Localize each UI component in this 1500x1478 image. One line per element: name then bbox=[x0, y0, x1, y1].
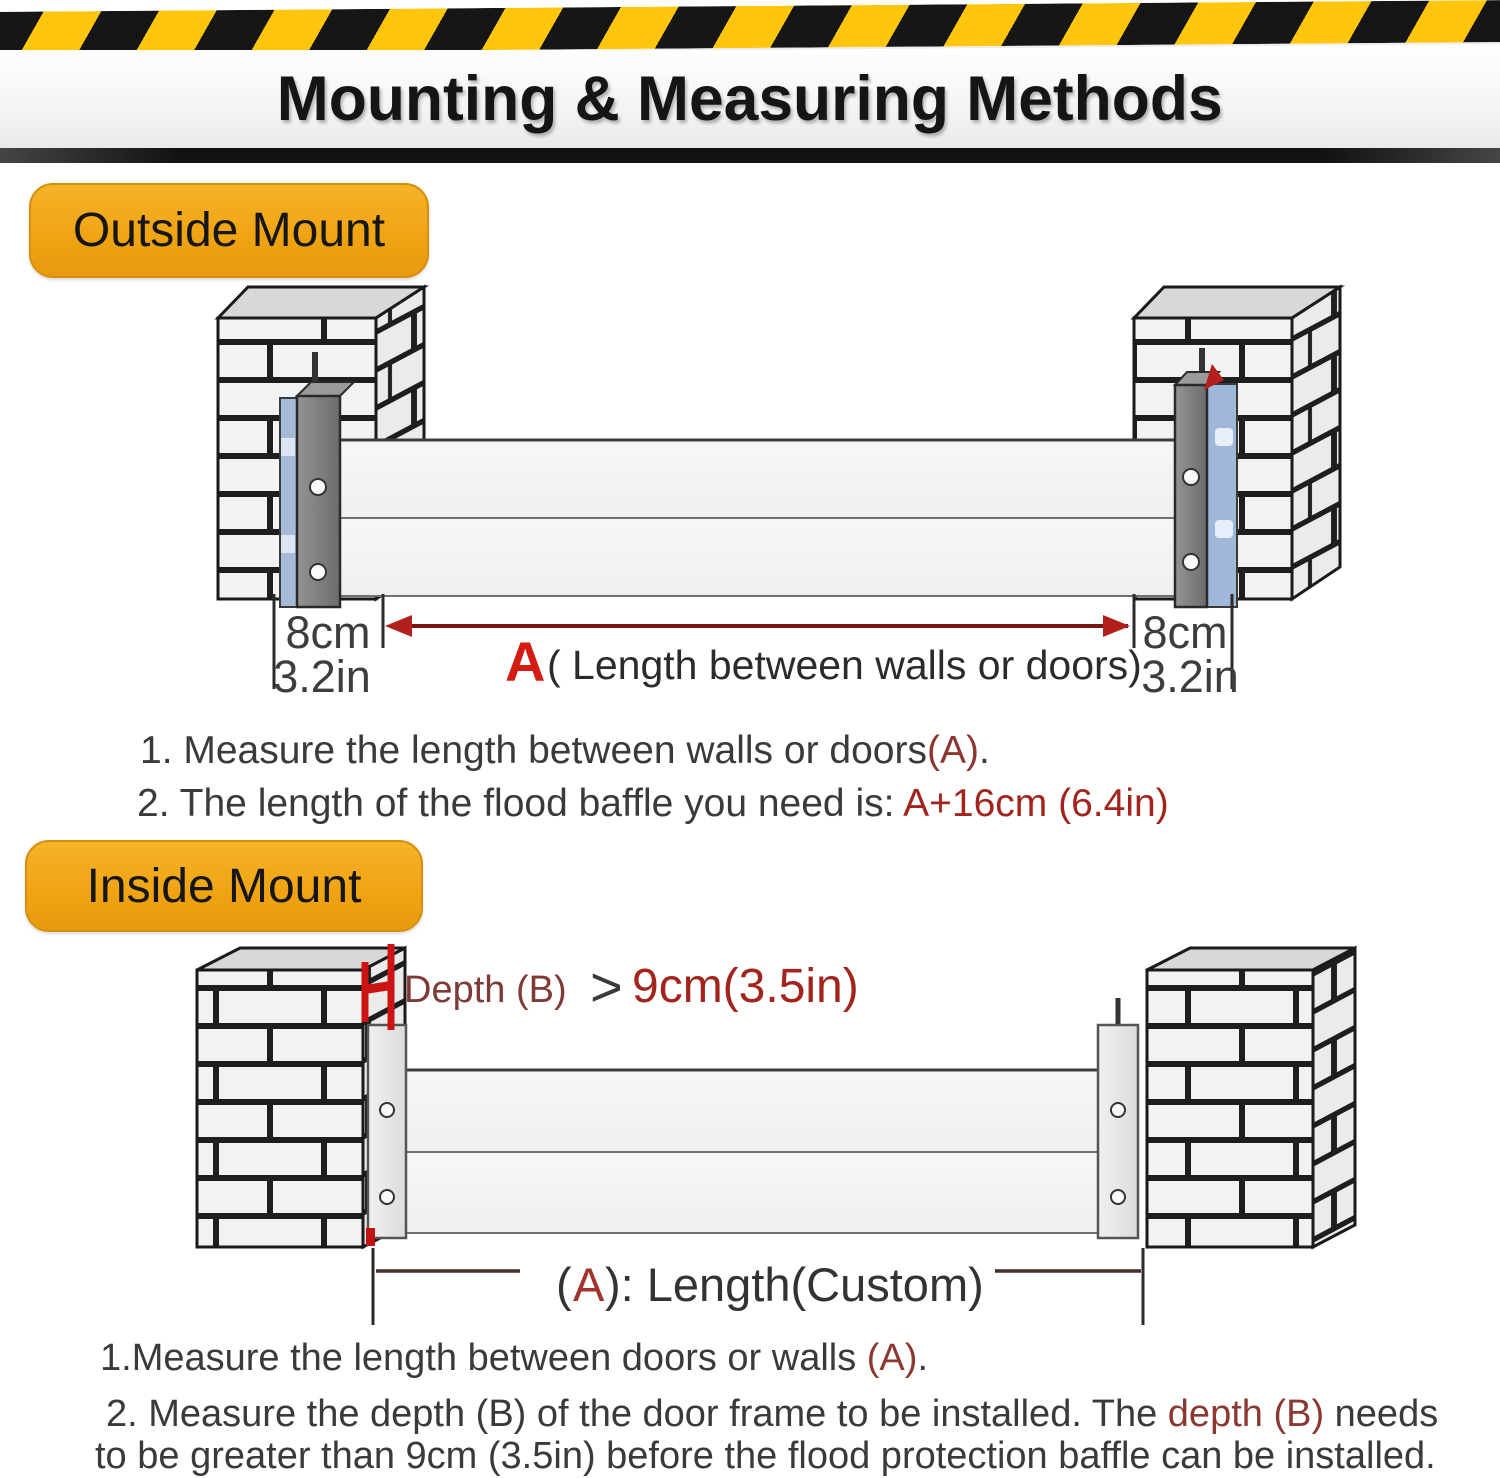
screw-hole bbox=[1111, 1103, 1125, 1117]
dim-right-cm: 8cm bbox=[1142, 607, 1228, 658]
step-text: 1. Measure the length between walls or doors bbox=[140, 729, 927, 772]
title-band bbox=[0, 50, 1500, 148]
pillar-front-face bbox=[1147, 970, 1313, 1247]
inside-mount-label-text: Inside Mount bbox=[86, 859, 362, 913]
outside-step-1 bbox=[140, 730, 990, 773]
barrier-plank-bottom bbox=[406, 1152, 1100, 1233]
dim-left-in: 3.2in bbox=[273, 651, 371, 700]
depth-label: Depth (B) bbox=[404, 969, 567, 1011]
step-text: 1.Measure the length between doors or walls bbox=[100, 1337, 867, 1379]
step-text: . bbox=[978, 729, 990, 772]
length-open-paren: ( bbox=[556, 1258, 572, 1311]
barrier-plank-bottom bbox=[340, 518, 1175, 596]
outside-dimensions bbox=[273, 594, 1239, 700]
screw-hole bbox=[1183, 469, 1199, 485]
channel-body bbox=[368, 1025, 406, 1238]
seal-mark bbox=[281, 438, 295, 456]
pillar-front-face bbox=[197, 970, 363, 1247]
step-text: needs bbox=[1324, 1393, 1439, 1435]
bracket-body bbox=[1175, 385, 1207, 607]
inside-mount-label bbox=[25, 840, 423, 932]
inside-step-2-line-2 bbox=[95, 1436, 1436, 1478]
step-accent: (A) bbox=[866, 1337, 918, 1379]
seal-mark bbox=[1215, 520, 1233, 538]
inside-mount-diagram bbox=[0, 935, 1500, 1335]
seal-mark bbox=[281, 535, 295, 553]
screw-hole bbox=[380, 1103, 394, 1117]
barrier-plank-top bbox=[406, 1070, 1100, 1152]
pillar-side-face bbox=[1292, 287, 1340, 599]
step-accent: (A) bbox=[926, 729, 979, 772]
caution-stripe-band bbox=[0, 0, 1500, 56]
barrier-plank-top bbox=[340, 440, 1175, 518]
step-text: to be greater than 9cm (3.5in) before the flood protection baffle can be installed. bbox=[95, 1435, 1436, 1477]
outside-step-2 bbox=[137, 783, 1169, 826]
pillar-side-face bbox=[1313, 948, 1355, 1247]
step-accent: depth (B) bbox=[1167, 1393, 1325, 1435]
inside-dimensions bbox=[373, 1248, 1143, 1325]
arrow-head-right bbox=[1103, 615, 1130, 637]
screw-hole bbox=[1111, 1190, 1125, 1204]
header-divider-bar bbox=[0, 148, 1500, 163]
inside-step-1 bbox=[100, 1338, 928, 1380]
screw-hole bbox=[1183, 554, 1199, 570]
span-letter-a: A bbox=[505, 630, 546, 693]
outside-mount-label-text: Outside Mount bbox=[72, 204, 386, 257]
step-text: 2. Measure the depth (B) of the door frame to be installed. The bbox=[106, 1393, 1168, 1435]
outside-right-mounting-bracket bbox=[1175, 348, 1237, 607]
depth-value: 9cm(3.5in) bbox=[632, 960, 859, 1013]
inside-right-brick-pillar bbox=[1147, 948, 1355, 1247]
dim-right-in: 3.2in bbox=[1141, 651, 1239, 700]
length-label: ): Length(Custom) bbox=[605, 1258, 984, 1311]
span-label: ( Length between walls or doors) bbox=[547, 642, 1142, 688]
screw-hole bbox=[310, 479, 326, 495]
step-accent: A+16cm (6.4in) bbox=[903, 782, 1169, 825]
outside-mount-diagram bbox=[0, 260, 1500, 700]
outside-flood-barrier bbox=[340, 440, 1175, 596]
length-letter-a: A bbox=[573, 1258, 605, 1311]
inside-left-channel bbox=[366, 1025, 406, 1246]
page-title: Mounting & Measuring Methods bbox=[277, 64, 1223, 134]
arrow-head-left bbox=[385, 615, 412, 637]
step-text: . bbox=[917, 1337, 928, 1379]
screw-hole bbox=[310, 564, 326, 580]
screw-hole bbox=[380, 1190, 394, 1204]
greater-than-sign: > bbox=[590, 955, 623, 1018]
inside-right-channel bbox=[1098, 998, 1138, 1238]
seal-strip bbox=[1207, 384, 1237, 607]
depth-foot-mark bbox=[366, 1228, 375, 1246]
dim-left-cm: 8cm bbox=[285, 607, 371, 658]
inside-flood-barrier bbox=[406, 1070, 1100, 1233]
step-text: 2. The length of the flood baffle you need is: bbox=[137, 782, 904, 825]
inside-step-2-line-1 bbox=[106, 1394, 1438, 1436]
depth-indicator-crossbar bbox=[362, 985, 394, 990]
seal-mark bbox=[1215, 428, 1233, 446]
channel-body bbox=[1098, 1025, 1138, 1238]
seal-strip bbox=[280, 398, 297, 607]
depth-annotation bbox=[404, 955, 859, 1018]
